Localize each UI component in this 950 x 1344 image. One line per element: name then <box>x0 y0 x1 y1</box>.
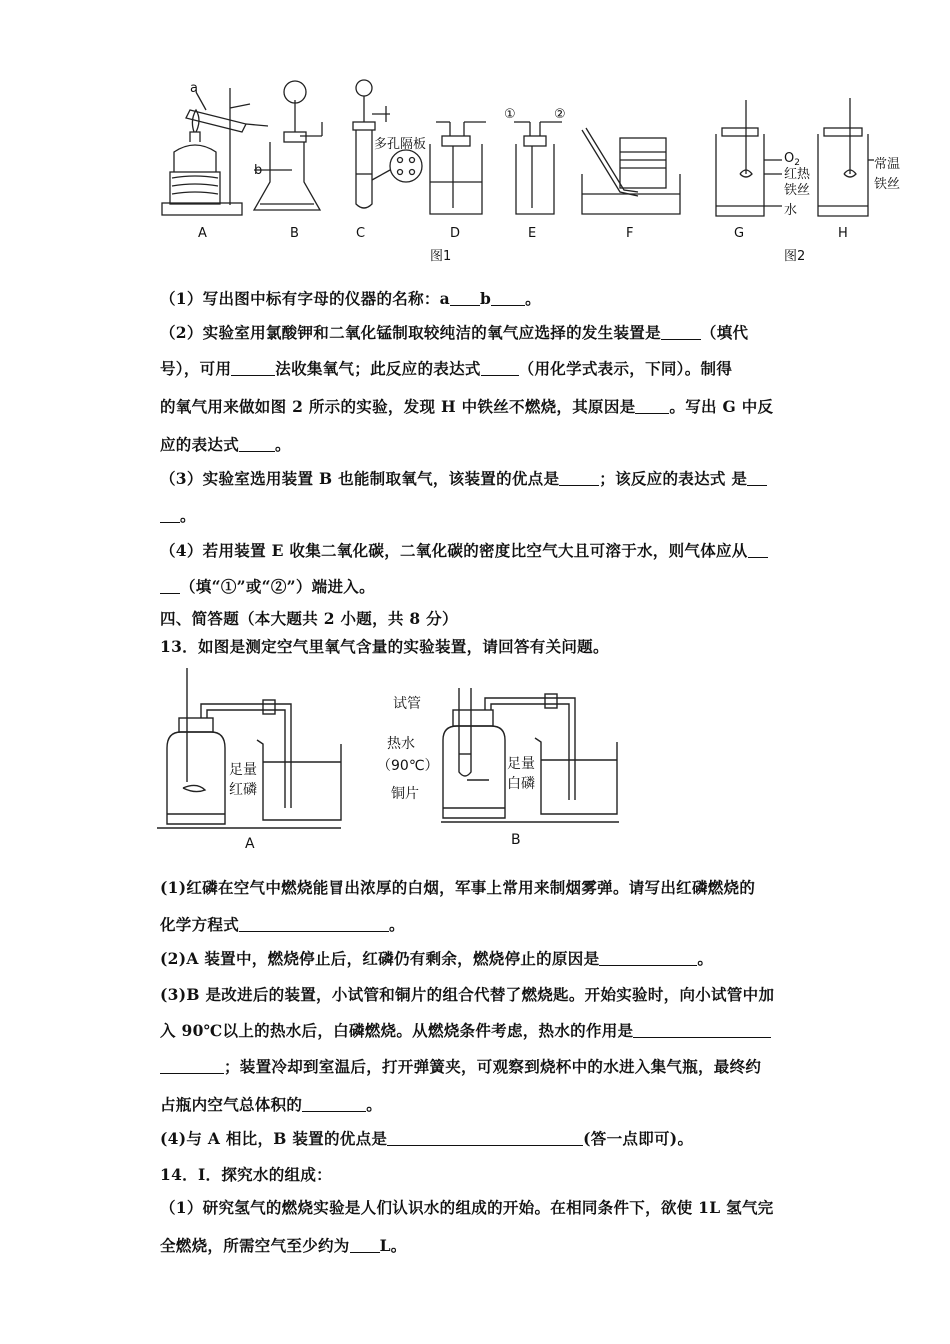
answer-blank[interactable] <box>450 291 480 306</box>
apparatus-label-e: E <box>528 226 537 241</box>
figB-hot-water: 热水 <box>387 736 415 752</box>
q14-s1-line-1: （1）研究氢气的燃烧实验是人们认识水的组成的开始。在相同条件下，欲使 1L 氢气完 <box>160 1198 774 1217</box>
q13-s1-line-1: (1)红磷在空气中燃烧能冒出浓厚的白烟，军事上常用来制烟雾弹。请写出红磷燃烧的 <box>160 878 756 897</box>
q12-part-2-line-4: 应的表达式 。 <box>160 435 291 454</box>
porous-plate-label: 多孔隔板 <box>374 137 427 152</box>
q12-part-3-line-1: （3）实验室选用装置 B 也能制取氧气，该装置的优点是 ；该反应的表达式 是 <box>160 467 767 489</box>
answer-blank[interactable] <box>661 325 701 340</box>
answer-blank[interactable] <box>350 1238 380 1253</box>
apparatus-label-c: C <box>356 226 366 241</box>
q13-s3-line-4: 占瓶内空气总体积的 。 <box>160 1095 383 1114</box>
apparatus-label-h: H <box>838 226 848 241</box>
q13-s1-line-2: 化学方程式 。 <box>160 915 405 934</box>
answer-blank[interactable] <box>633 1023 771 1038</box>
figB-foot: 足量 <box>507 756 535 772</box>
q14-s1-line-2: 全燃烧，所需空气至少约为 L。 <box>160 1236 407 1255</box>
q13-s3-line-1: (3)B 是改进后的装置，小试管和铜片的组合代替了燃烧匙。开始实验时，向小试管中加 <box>160 985 775 1004</box>
apparatus-label-g: G <box>734 226 745 241</box>
iron-wire-g-label: 铁丝 <box>784 183 811 198</box>
answer-blank[interactable] <box>748 543 768 558</box>
figB-temp: （90℃） <box>377 758 439 774</box>
figA-label-2: 红磷 <box>229 782 257 798</box>
answer-blank[interactable] <box>160 1059 224 1074</box>
water-label: 水 <box>784 203 798 218</box>
answer-blank[interactable] <box>747 471 767 486</box>
answer-blank[interactable] <box>239 437 275 452</box>
section-4-heading: 四、简答题（本大题共 2 小题，共 8 分） <box>160 609 458 628</box>
answer-blank[interactable] <box>387 1131 583 1146</box>
pointer-a: a <box>190 81 198 96</box>
q12-part-2-line-1: （2）实验室用氯酸钾和二氧化锰制取较纯洁的氧气应选择的发生装置是 （填代 <box>160 323 749 342</box>
port-2-label: ② <box>554 107 566 122</box>
apparatus-figure-1-2 <box>150 70 910 270</box>
red-hot-label: 红热 <box>784 167 811 182</box>
q14-title: 14．I．探究水的组成： <box>160 1165 332 1184</box>
apparatus-label-a: A <box>198 226 207 241</box>
pointer-b: b <box>254 163 263 178</box>
iron-wire-h-label: 铁丝 <box>874 177 901 192</box>
figB-white-p: 白磷 <box>507 776 535 792</box>
answer-blank[interactable] <box>231 361 275 376</box>
figB-copper: 铜片 <box>391 786 419 802</box>
figB-caption: B <box>511 832 521 848</box>
port-1-label: ① <box>504 107 516 122</box>
answer-blank[interactable] <box>559 471 599 486</box>
answer-blank[interactable] <box>491 291 525 306</box>
answer-blank[interactable] <box>160 579 180 594</box>
apparatus-label-d: D <box>450 226 461 241</box>
q13-s4: (4)与 A 相比，B 装置的优点是 (答一点即可)。 <box>160 1129 694 1148</box>
q12-part-2-line-2: 号），可用 法收集氧气；此反应的表达式 （用化学式表示，下同）。制得 <box>160 359 733 378</box>
q13-s3-line-3: ；装置冷却到室温后，打开弹簧夹，可观察到烧杯中的水进入集气瓶，最终约 <box>160 1055 761 1077</box>
q13-intro: 13．如图是测定空气里氧气含量的实验装置，请回答有关问题。 <box>160 637 609 656</box>
figB-test-tube: 试管 <box>393 696 421 712</box>
oxygen-content-apparatus <box>155 668 625 858</box>
q13-s3-line-2: 入 90℃以上的热水后，白磷燃烧。从燃烧条件考虑，热水的作用是 <box>160 1019 771 1041</box>
answer-blank[interactable] <box>239 917 389 932</box>
q12-part-3-line-2: 。 <box>160 504 196 526</box>
answer-blank[interactable] <box>160 508 180 523</box>
q13-s2: (2)A 装置中，燃烧停止后，红磷仍有剩余，燃烧停止的原因是 。 <box>160 949 714 968</box>
q12-part-4-line-2: （填“①”或“②”）端进入。 <box>160 575 375 597</box>
answer-blank[interactable] <box>599 951 697 966</box>
q12-part-2-line-3: 的氧气用来做如图 2 所示的实验，发现 H 中铁丝不燃烧，其原因是 。写出 G 中反 <box>160 397 774 416</box>
q12-part-4-line-1: （4）若用装置 E 收集二氧化碳，二氧化碳的密度比空气大且可溶于水，则气体应从 <box>160 539 768 561</box>
figA-label-1: 足量 <box>229 762 257 778</box>
answer-blank[interactable] <box>302 1097 366 1112</box>
answer-blank[interactable] <box>635 399 669 414</box>
figure-2-caption: 图2 <box>784 249 806 264</box>
figA-caption: A <box>245 836 255 852</box>
q12-part-1: （1）写出图中标有字母的仪器的名称：a b 。 <box>160 289 541 308</box>
room-temp-label: 常温 <box>874 157 901 172</box>
o2-label: $O_2$ <box>784 151 800 168</box>
figure-1-caption: 图1 <box>430 249 452 264</box>
apparatus-label-f: F <box>626 226 634 241</box>
apparatus-label-b: B <box>290 226 299 241</box>
answer-blank[interactable] <box>481 361 519 376</box>
